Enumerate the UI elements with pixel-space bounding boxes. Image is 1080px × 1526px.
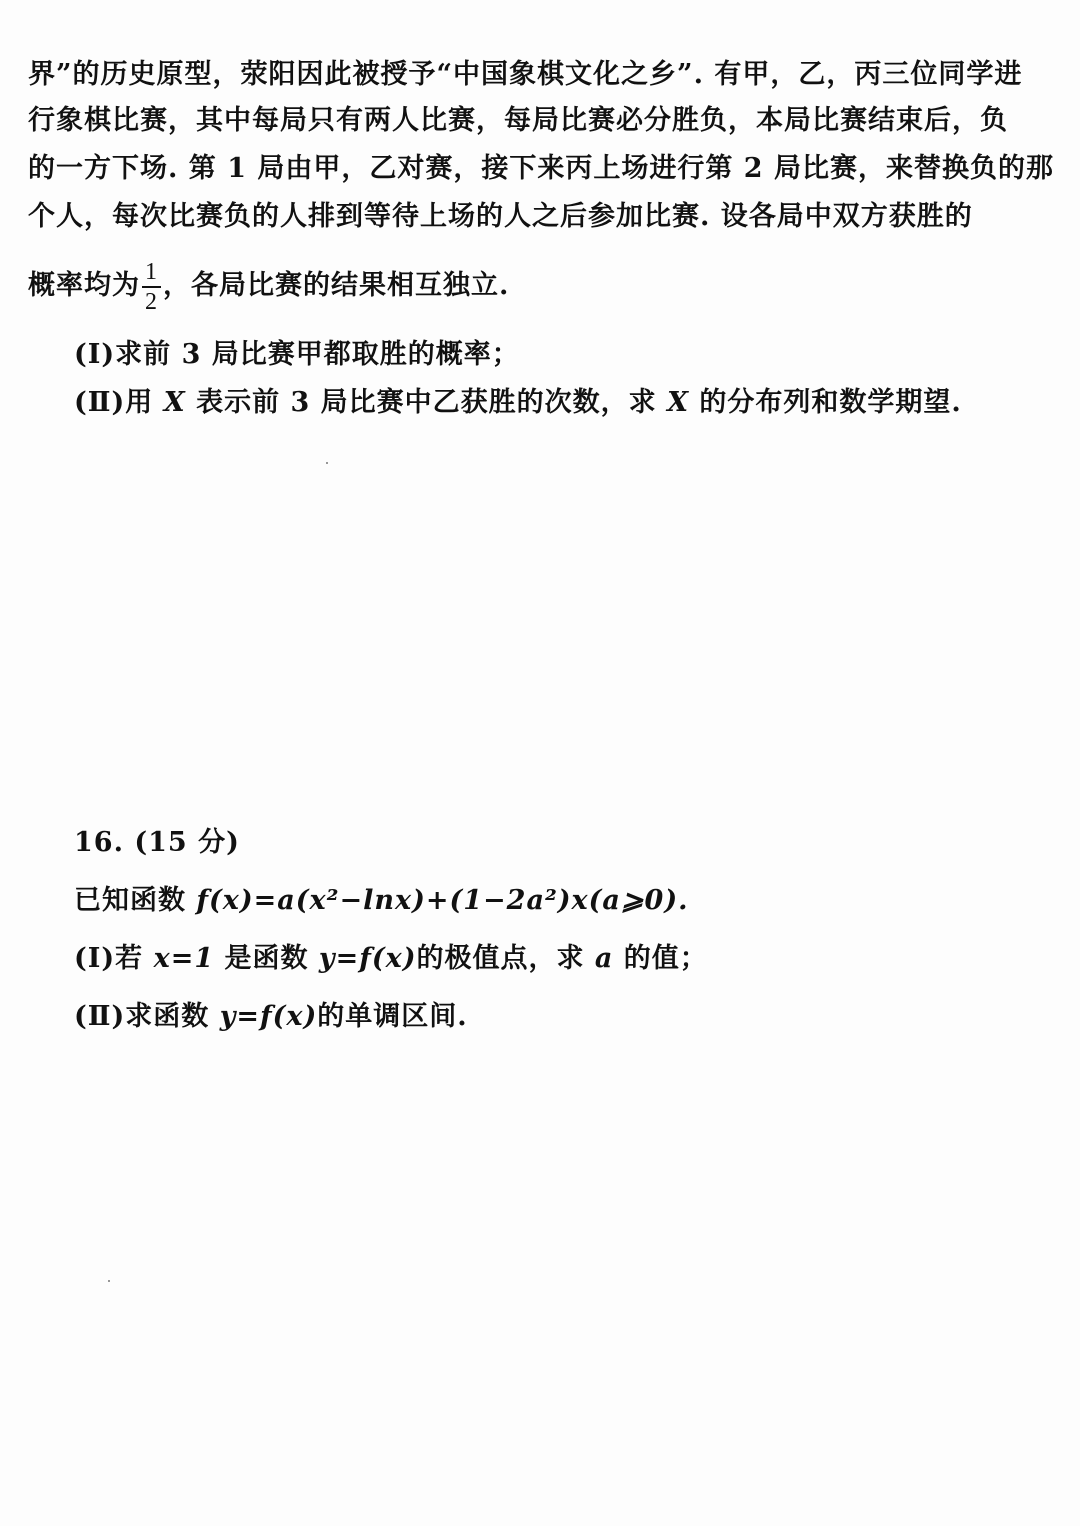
- function-reference: y=f(x): [318, 943, 417, 974]
- q16-part-1-text-d: 的值；: [613, 943, 708, 974]
- q16-part-1-text-b: 是函数: [214, 943, 319, 974]
- variable-x-1: X: [163, 387, 186, 418]
- q15-line-5: [28, 258, 509, 314]
- scan-speck: [108, 1280, 110, 1282]
- scan-speck: [326, 462, 328, 464]
- q16-part-2: [74, 1000, 468, 1034]
- fraction-bar: [142, 286, 161, 288]
- function-reference-2: y=f(x): [219, 1001, 318, 1032]
- q16-stem-prefix: 已知函数: [74, 885, 197, 916]
- q15-line-4: 个人，每次比赛负的人排到等待上场的人之后参加比赛. 设各局中双方获胜的: [28, 201, 973, 232]
- q15-line-3: 的一方下场. 第 1 局由甲，乙对赛，接下来丙上场进行第 2 局比赛，来替换负的那: [28, 153, 1054, 184]
- q15-part-2: [74, 386, 962, 420]
- q16-part-1-text-c: 的极值点，求: [416, 943, 595, 974]
- probability-fraction: [142, 260, 161, 314]
- q15-part-1: (Ⅰ)求前 3 局比赛甲都取胜的概率；: [74, 339, 520, 370]
- q15-line-1: 界”的历史原型，荥阳因此被授予“中国象棋文化之乡”. 有甲，乙，丙三位同学进: [28, 59, 1023, 90]
- q15-part-2-text-c: 的分布列和数学期望.: [689, 387, 962, 418]
- q15-part-2-text-b: 表示前 3 局比赛中乙获胜的次数，求: [185, 387, 668, 418]
- q16-part-2-text-b: 的单调区间.: [317, 1001, 468, 1032]
- condition-formula: x=1: [153, 943, 215, 974]
- q16-part-1-text-a: (Ⅰ)若: [74, 943, 154, 974]
- q15-line-5-prefix: 概率均为: [28, 270, 140, 301]
- fraction-denominator: 2: [145, 288, 158, 315]
- q15-line-5-suffix: ，各局比赛的结果相互独立.: [163, 270, 510, 301]
- q16-part-2-text-a: (Ⅱ)求函数: [74, 1001, 220, 1032]
- q15-part-2-text-a: (Ⅱ)用: [74, 387, 164, 418]
- fraction-numerator: 1: [145, 258, 158, 285]
- q16-stem: [74, 884, 689, 918]
- q16-header: 16. (15 分): [74, 827, 240, 858]
- q16-part-1: [74, 942, 708, 976]
- variable-x-2: X: [667, 387, 690, 418]
- variable-a: a: [594, 943, 614, 974]
- function-formula: f(x)=a(x²−lnx)+(1−2a²)x(a⩾0).: [196, 885, 689, 916]
- q15-line-2: 行象棋比赛，其中每局只有两人比赛，每局比赛必分胜负，本局比赛结束后，负: [28, 105, 1008, 136]
